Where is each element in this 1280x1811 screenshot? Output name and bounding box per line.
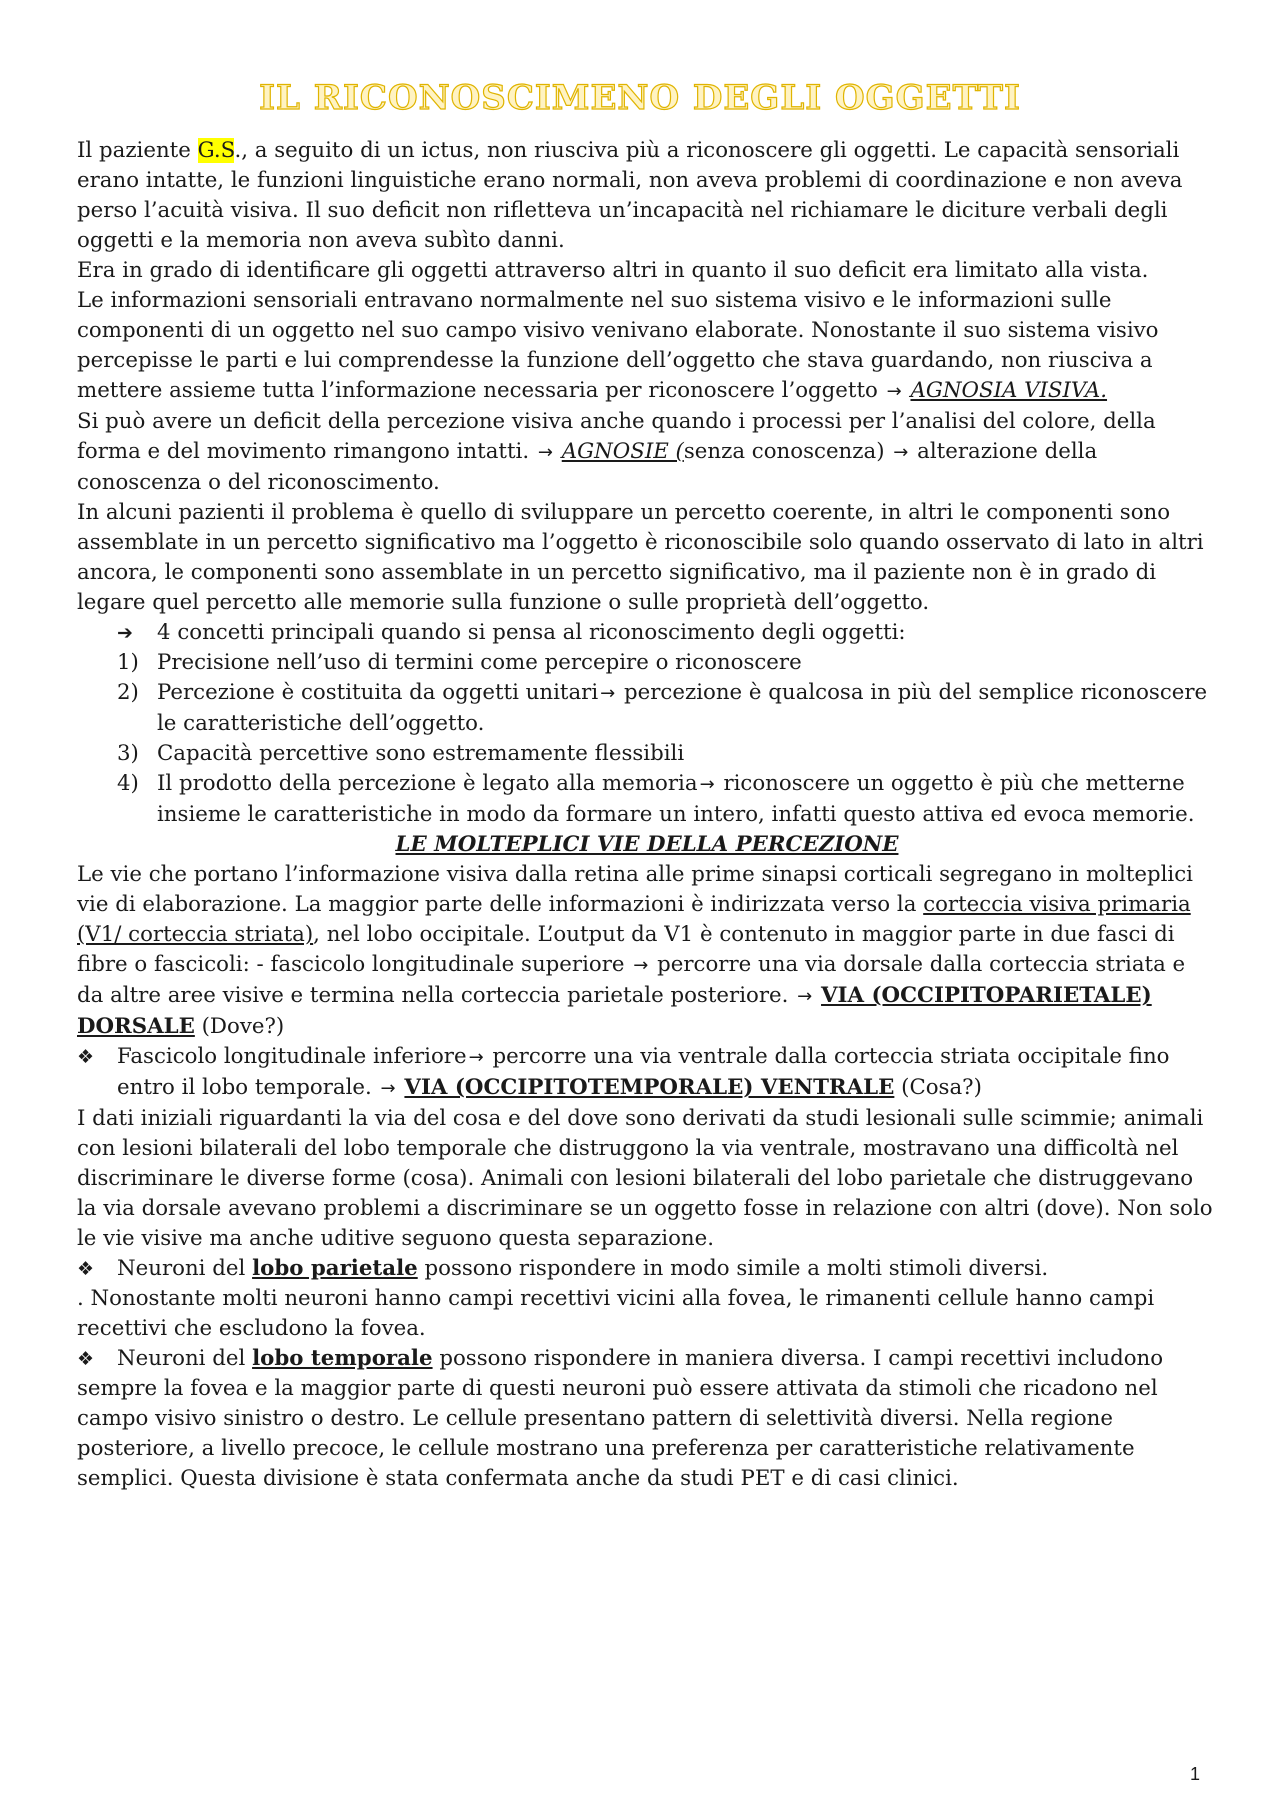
- term-via-ventrale: VIA (OCCIPITOTEMPORALE) VENTRALE: [404, 1075, 895, 1100]
- list-item: 4) Il prodotto della percezione è legato alla memoria → riconoscere un oggetto è più che metterne insieme le caratteristiche in modo da formare un intero, infatti questo attiva ed evoca memorie.: [117, 771, 1195, 827]
- arrow-icon: →: [893, 442, 909, 463]
- bold-arrow-icon: ➔: [117, 622, 133, 644]
- paragraph-6: Le vie che portano l’informazione visiva dalla retina alle prime sinapsi corticali segregano in molteplici vie di elaborazione. La maggior parte delle informazioni è indirizzata verso la corteccia visiva primaria (V1/ corteccia striata), nel lobo occipitale. L’output da V1 è contenuto in maggior parte in due fasci di fibre o fascicoli: - fascicolo longitudinale superiore → percorre una via dorsale dalla corteccia striata e da altre aree visive e termina nella corteccia parietale posteriore. → VIA (OCCIPITOPARIETALE) DORSALE (Dove?): [77, 862, 1193, 1039]
- arrow-icon: →: [600, 683, 616, 704]
- paragraph-2: Era in grado di identificare gli oggetti attraverso altri in quanto il suo deficit era limitato alla vista.: [77, 258, 1149, 283]
- term-agnosie: AGNOSIE (: [561, 439, 684, 464]
- term-lobo-parietale: lobo parietale: [252, 1256, 418, 1281]
- arrow-icon: →: [633, 955, 649, 976]
- paragraph-1: Il paziente G.S., a seguito di un ictus, non riusciva più a riconoscere gli oggetti. Le capacità sensoriali erano intatte, le funzioni linguistiche erano normali, non aveva problemi di coordinazione e non aveva perso l’acuità visiva. Il suo deficit non rifletteva un’incapacità nel richiamare le diciture verbali degli oggetti e la memoria non aveva subìto danni.: [77, 138, 1183, 253]
- arrow-icon: →: [797, 986, 813, 1007]
- paragraph-9: sempre la fovea e la maggior parte di questi neuroni può essere attivata da stimoli che ricadono nel campo visivo sinistro o destro. Le cellule presentano pattern di selettività diversi. Nella regione posteriore, a livello precoce, le cellule mostrano una preferenza per caratteristiche relativamente semplici. Questa divisione è stata confermata anche da studi PET e di casi clinici.: [77, 1376, 1158, 1491]
- list-item: 1) Precisione nell’uso di termini come percepire o riconoscere: [117, 650, 802, 675]
- paragraph-8: . Nonostante molti neuroni hanno campi recettivi vicini alla fovea, le rimanenti cellule hanno campi recettivi che escludono la fovea.: [77, 1286, 1155, 1341]
- paragraph-4: Si può avere un deficit della percezione visiva anche quando i processi per l’analisi del colore, della forma e del movimento rimangono intatti. → AGNOSIE (senza conoscenza) → alterazione della conoscenza o del riconoscimento.: [77, 409, 1156, 495]
- concepts-intro: ➔ 4 concetti principali quando si pensa al riconoscimento degli oggetti:: [77, 618, 1217, 648]
- paragraph-7: I dati iniziali riguardanti la via del cosa e del dove sono derivati da studi lesionali sulle scimmie; animali con lesioni bilaterali del lobo temporale che distruggono la via ventrale, mostravano una difficoltà nel discriminare le diverse forme (cosa). Animali con lesioni bilaterali del lobo parietale che distruggevano la via dorsale avevano problemi a discriminare se un oggetto fosse in relazione con altri (dove). Non solo le vie visive ma anche uditive seguono questa separazione.: [77, 1106, 1213, 1251]
- arrow-icon: →: [886, 381, 902, 402]
- bullet-item: ❖ Neuroni del lobo temporale possono rispondere in maniera diversa. I campi recettivi includono: [77, 1344, 1217, 1374]
- term-via-dorsale: VIA (OCCIPITOPARIETALE) DORSALE: [77, 983, 1152, 1039]
- arrow-icon: →: [699, 774, 715, 795]
- paragraph-5: In alcuni pazienti il problema è quello di sviluppare un percetto coerente, in altri le componenti sono assemblate in un percetto significativo ma l’oggetto è riconoscibile solo quando osservato di lato in altri ancora, le componenti sono assemblate in un percetto significativo, ma il paziente non è in grado di legare quel percetto alle memorie sulla funzione o sulle proprietà dell’oggetto.: [77, 500, 1204, 615]
- highlighted-text: G.S: [197, 138, 235, 163]
- bullet-item: ❖ Neuroni del lobo parietale possono rispondere in modo simile a molti stimoli diversi.: [77, 1254, 1217, 1284]
- term-corteccia-visiva: corteccia visiva primaria (V1/ corteccia striata): [77, 892, 1191, 947]
- diamond-bullet-icon: ❖: [77, 1258, 95, 1280]
- list-item: 3) Capacità percettive sono estremamente flessibili: [117, 741, 685, 766]
- diamond-bullet-icon: ❖: [77, 1046, 95, 1068]
- page-title: IL RICONOSCIMENO DEGLI OGGETTI: [259, 78, 1021, 118]
- page-number: 1: [1189, 1764, 1200, 1784]
- paragraph-3: Le informazioni sensoriali entravano normalmente nel suo sistema visivo e le informazioni sulle componenti di un oggetto nel suo campo visivo venivano elaborate. Nonostante il suo sistema visivo percepisse le parti e lui comprendesse la funzione dell’oggetto che stava guardando, non riusciva a mettere assieme tutta l’informazione necessaria per riconoscere l’oggetto → AGNOSIA VISIVA.: [77, 288, 1159, 403]
- term-agnosia-visiva: AGNOSIA VISIVA.: [910, 378, 1108, 403]
- arrow-icon: →: [468, 1047, 484, 1068]
- section-heading: LE MOLTEPLICI VIE DELLA PERCEZIONE: [395, 832, 899, 857]
- diamond-bullet-icon: ❖: [77, 1348, 95, 1370]
- term-lobo-temporale: lobo temporale: [252, 1346, 433, 1371]
- arrow-icon: →: [380, 1078, 396, 1099]
- list-item: 2) Percezione è costituita da oggetti unitari → percezione è qualcosa in più del semplice riconoscere le caratteristiche dell’oggetto.: [117, 680, 1208, 736]
- document-body: [77, 136, 1217, 1494]
- arrow-icon: →: [537, 442, 553, 463]
- bullet-item: ❖ Fascicolo longitudinale inferiore → percorre una via ventrale dalla corteccia striata occipitale fino entro il lobo temporale. → VIA (OCCIPITOTEMPORALE) VENTRALE (Cosa?): [77, 1042, 1217, 1104]
